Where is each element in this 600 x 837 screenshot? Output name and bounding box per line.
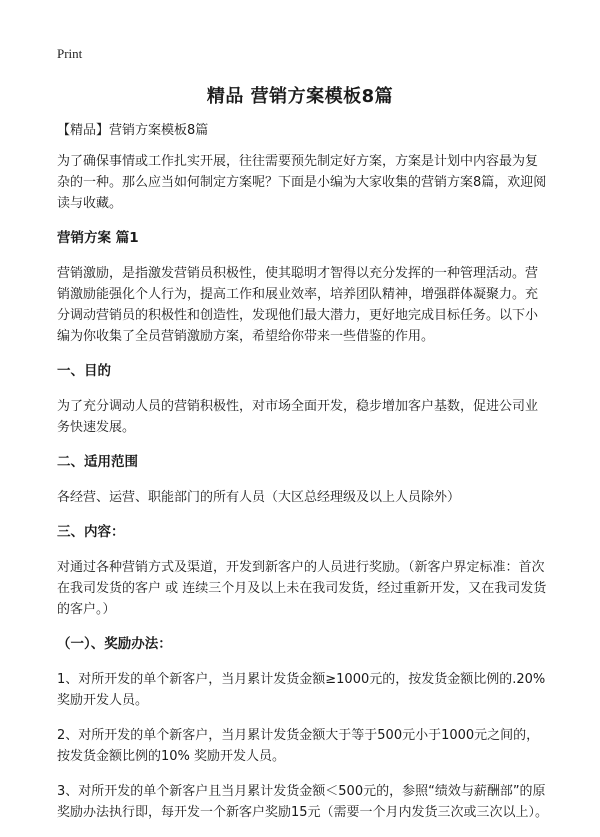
document-body (57, 120, 549, 837)
reward-item: 3、对所开发的单个新客户且当月累计发货金额＜500元的，参照“绩效与薪酬部”的原奖励办法执行即，每开发一个新客户奖励15元（需要一个月内发货三次或三次以上）。 (57, 784, 549, 820)
goal-heading: 一、目的 (57, 363, 111, 379)
page-title: 精品 营销方案模板8篇 (206, 86, 394, 107)
reward-item: 2、对所开发的单个新客户，当月累计发货金额大于等于500元小于1000元之间的，按发货金额比例的10% 奖励开发人员。 (57, 728, 540, 764)
section-1-paragraph: 营销激励，是指激发营销员积极性，使其聪明才智得以充分发挥的一种管理活动。营销激励能强化个人行为，提高工作和展业效率，培养团队精神，增强群体凝聚力。充分调动营销员的积极性和创造性，发现他们最大潜力，更好地完成目标任务。以下小编为你收集了全员营销激励方案，希望给你带来一些借鉴的作用。 (57, 266, 539, 344)
intro-paragraph: 为了确保事情或工作扎实开展，往往需要预先制定好方案，方案是计划中内容最为复杂的一种。那么应当如何制定方案呢？下面是小编为大家收集的营销方案8篇，欢迎阅读与收藏。 (57, 154, 547, 211)
document-subtitle: 【精品】营销方案模板8篇 (57, 123, 209, 138)
scope-text: 各经营、运营、职能部门的所有人员（大区总经理级及以上人员除外） (57, 490, 461, 505)
print-link[interactable]: Print (57, 46, 83, 61)
content-heading: 三、内容： (57, 524, 125, 540)
reward-heading: （一）、奖励办法： (57, 636, 172, 652)
content-text: 对通过各种营销方式及渠道，开发到新客户的人员进行奖励。（新客户界定标准：首次在我司发货的客户 或 连续三个月及以上未在我司发货，经过重新开发，又在我司发货的客户。） (57, 560, 547, 617)
reward-item: 1、对所开发的单个新客户，当月累计发货金额≥1000元的，按发货金额比例的.20% 奖励开发人员。 (57, 672, 546, 708)
scope-heading: 二、适用范围 (57, 454, 138, 470)
goal-text: 为了充分调动人员的营销积极性，对市场全面开发，稳步增加客户基数，促进公司业务快速发展。 (57, 399, 539, 435)
section-heading-1: 营销方案 篇1 (57, 230, 139, 246)
